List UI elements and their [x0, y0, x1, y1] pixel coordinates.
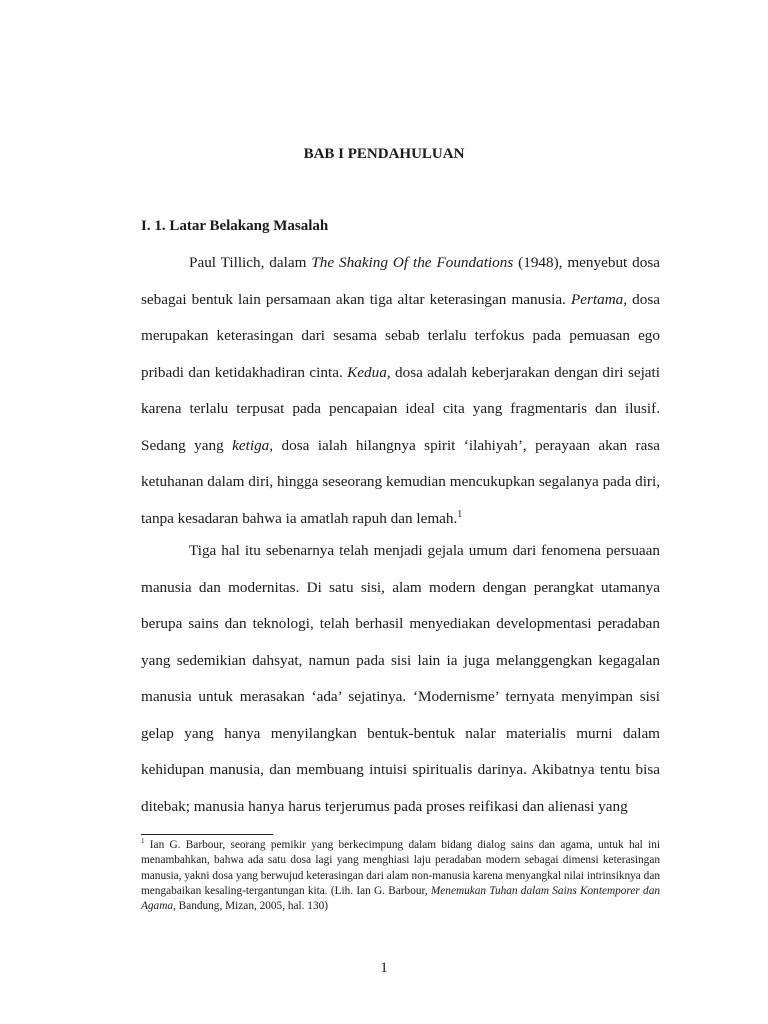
p1-text-2: (1948), menyebut dosa sebagai bentuk lain persamaan akan tiga altar keterasingan manusia.	[141, 254, 661, 308]
page-number: 1	[380, 960, 388, 976]
paragraph-2	[141, 533, 660, 825]
p1-text-1: Paul Tillich, dalam	[189, 254, 312, 271]
footnote-text: Ian G. Barbour, seorang pemikir yang berkecimpung dalam bidang dialog sains dan agama, untuk hal ini menambahkan, bahwa ada satu dosa lagi yang menghiasi laju peradaban modern sebagai dimensi keterasingan manusia, yakni dosa yang berwujud keterasingan dari alam non-manusia karena menyangkal nilai intrinsiknya dan mengabaikan kesaling-tergantungan kita. (Lih. Ian G. Barbour,	[141, 839, 660, 897]
book-title-italic: The Shaking Of the Foundations	[311, 254, 514, 271]
footnote-tail: Bandung, Mizan, 2005, hal. 130)	[175, 900, 329, 913]
footnote-book-title: Menemukan Tuhan dalam Sains Kontemporer dan Agama,	[141, 884, 660, 913]
footnote-number: 1	[141, 837, 145, 846]
kedua-italic: Kedua,	[347, 363, 391, 381]
p1-text-4: dosa adalah keberjarakan dengan diri sejati karena terlalu terpusat pada pencapaian ideal cita yang fragmentaris dan ilusif. Sedang yang	[141, 363, 660, 454]
p2-text: Tiga hal itu sebenarnya telah menjadi gejala umum dari fenomena persuaan manusia dan modernitas. Di satu sisi, alam modern dengan perangkat utamanya berupa sains dan teknologi, telah berhasil menyediakan developmentasi peradaban yang sedemikian dahsyat, namun pada sisi lain ia juga melanggengkan kegagalan manusia untuk merasakan ‘ada’ sejatinya. ‘Modernisme’ ternyata menyimpan sisi gelap yang hanya menyilangkan bentuk-bentuk nalar materialis murni dalam kehidupan manusia, dan membuang intuisi spiritualis darinya. Akibatnya tentu bisa ditebak; manusia hanya harus terjerumus pada proses reifikasi dan alienasi yang	[141, 542, 660, 815]
footnote-divider	[141, 834, 273, 835]
p1-text-5: dosa ialah hilangnya spirit ‘ilahiyah’, perayaan akan rasa ketuhanan dalam diri, hingga seseorang kemudian mencukupkan segalanya pada diri, tanpa kesadaran bahwa ia amatlah rapuh dan lemah.	[141, 436, 660, 527]
p1-text-3: dosa merupakan keterasingan dari sesama sebab terlalu terfokus pada pemuasan ego pribadi dan ketidakhadiran cinta.	[141, 290, 660, 381]
chapter-title: BAB I PENDAHULUAN	[303, 146, 465, 162]
section-heading: I. 1. Latar Belakang Masalah	[141, 218, 329, 234]
footnote-reference[interactable]: 1	[457, 508, 463, 520]
ketiga-italic: ketiga,	[232, 436, 274, 454]
footnote	[141, 838, 660, 914]
paragraph-1	[141, 245, 660, 537]
pertama-italic: Pertama,	[570, 290, 628, 308]
